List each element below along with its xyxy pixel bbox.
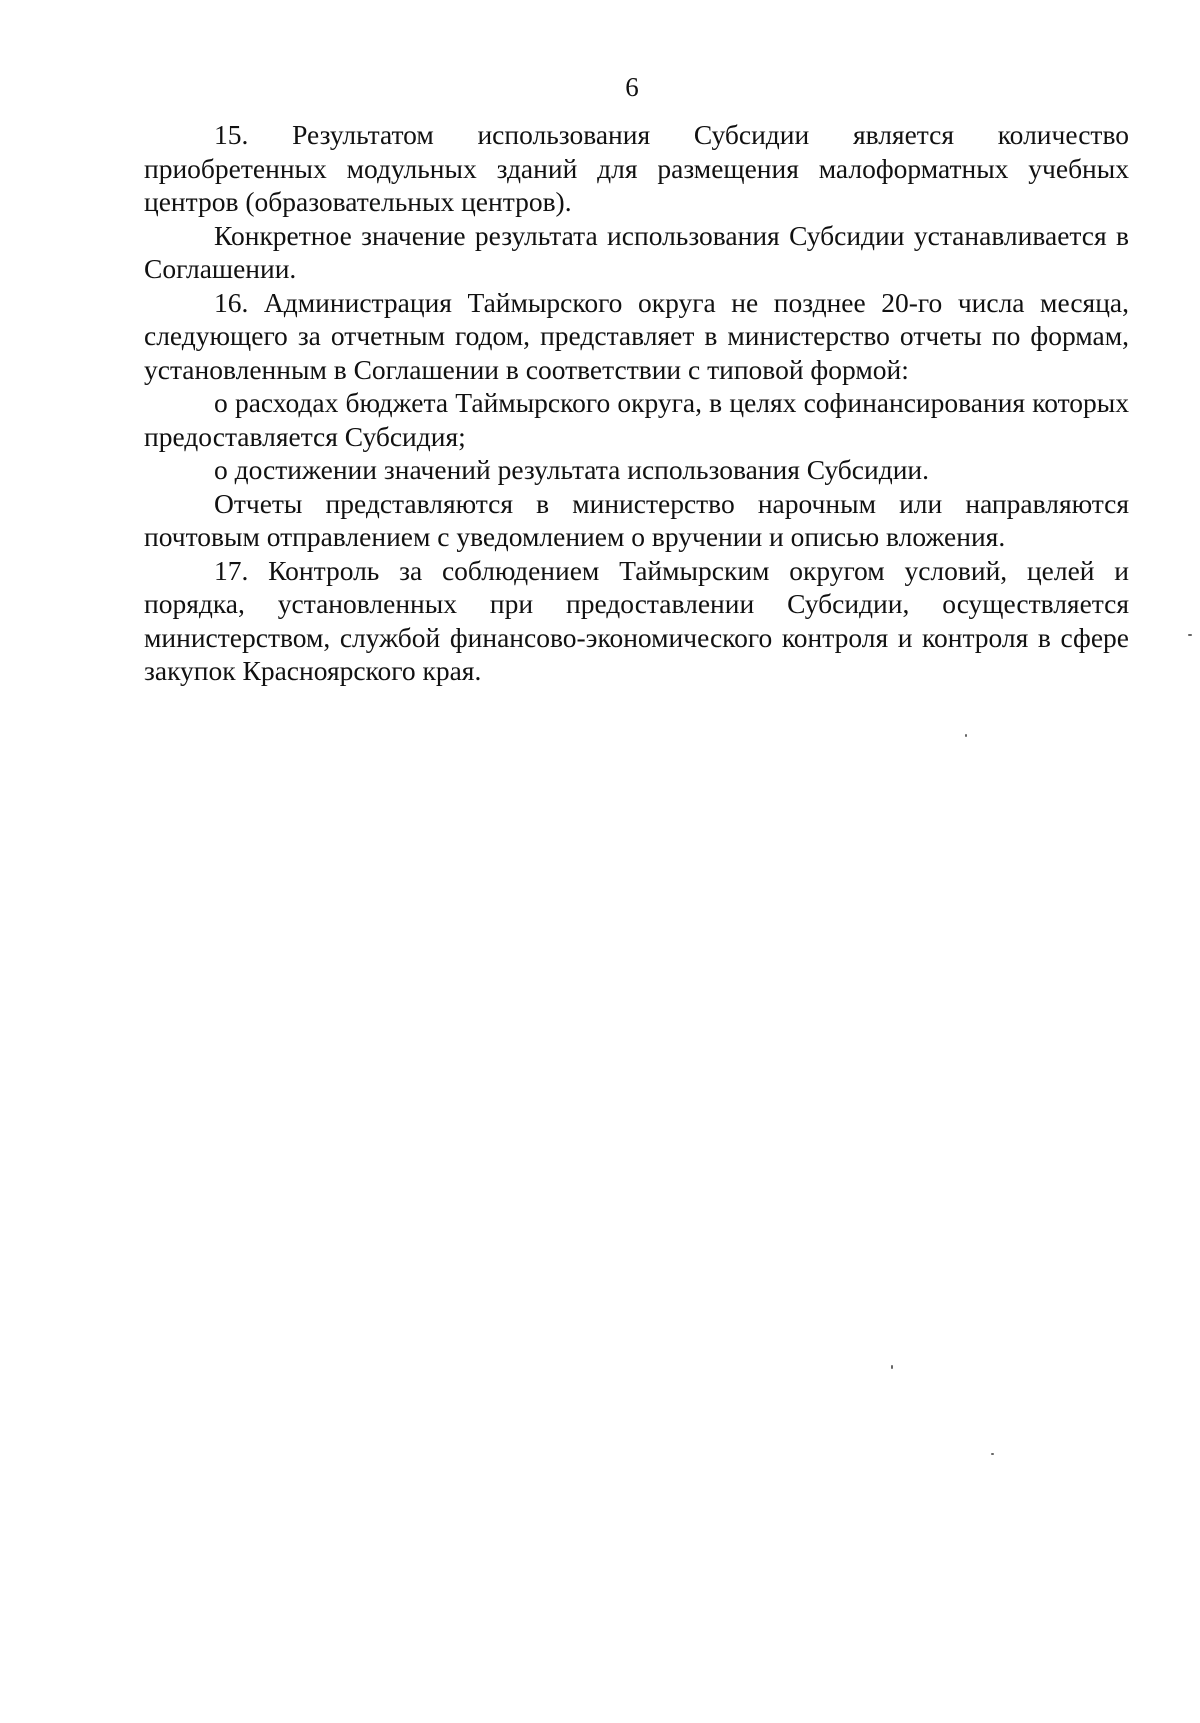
scan-speck xyxy=(991,1453,994,1455)
paragraph-16-item-expenses: о расходах бюджета Таймырского округа, в целях софинансирования которых предоставляется Субсидия; xyxy=(144,387,1129,452)
paragraph-16-delivery: Отчеты представляются в министерство нарочным или направляются почтовым отправлением с уведомлением о вручении и описью вложения. xyxy=(144,487,1129,552)
paragraph-16-item-results: о достижении значений результата использования Субсидии. xyxy=(214,454,930,485)
paragraph-15-value: Конкретное значение результата использования Субсидии устанавливается в Соглашении. xyxy=(144,219,1129,284)
paragraph-17: 17. Контроль за соблюдением Таймырским округом условий, целей и порядка, установленных при предоставлении Субсидии, осуществляется министерством, службой финансово-экономического контроля и контроля в сфере закупок Красноярского края. xyxy=(144,554,1129,686)
document-body xyxy=(144,118,1129,688)
scan-speck xyxy=(891,1365,893,1369)
paragraph-15: 15. Результатом использования Субсидии является количество приобретенных модульных зданий для размещения малоформатных учебных центров (образовательных центров). xyxy=(144,119,1129,217)
scan-speck xyxy=(965,734,967,737)
paragraph-16: 16. Администрация Таймырского округа не позднее 20-го числа месяца, следующего за отчетным годом, представляет в министерство отчеты по формам, установленным в Соглашении в соответствии с типовой формой: xyxy=(144,286,1129,385)
scan-speck xyxy=(1188,634,1192,636)
page-number: 6 xyxy=(625,72,639,102)
